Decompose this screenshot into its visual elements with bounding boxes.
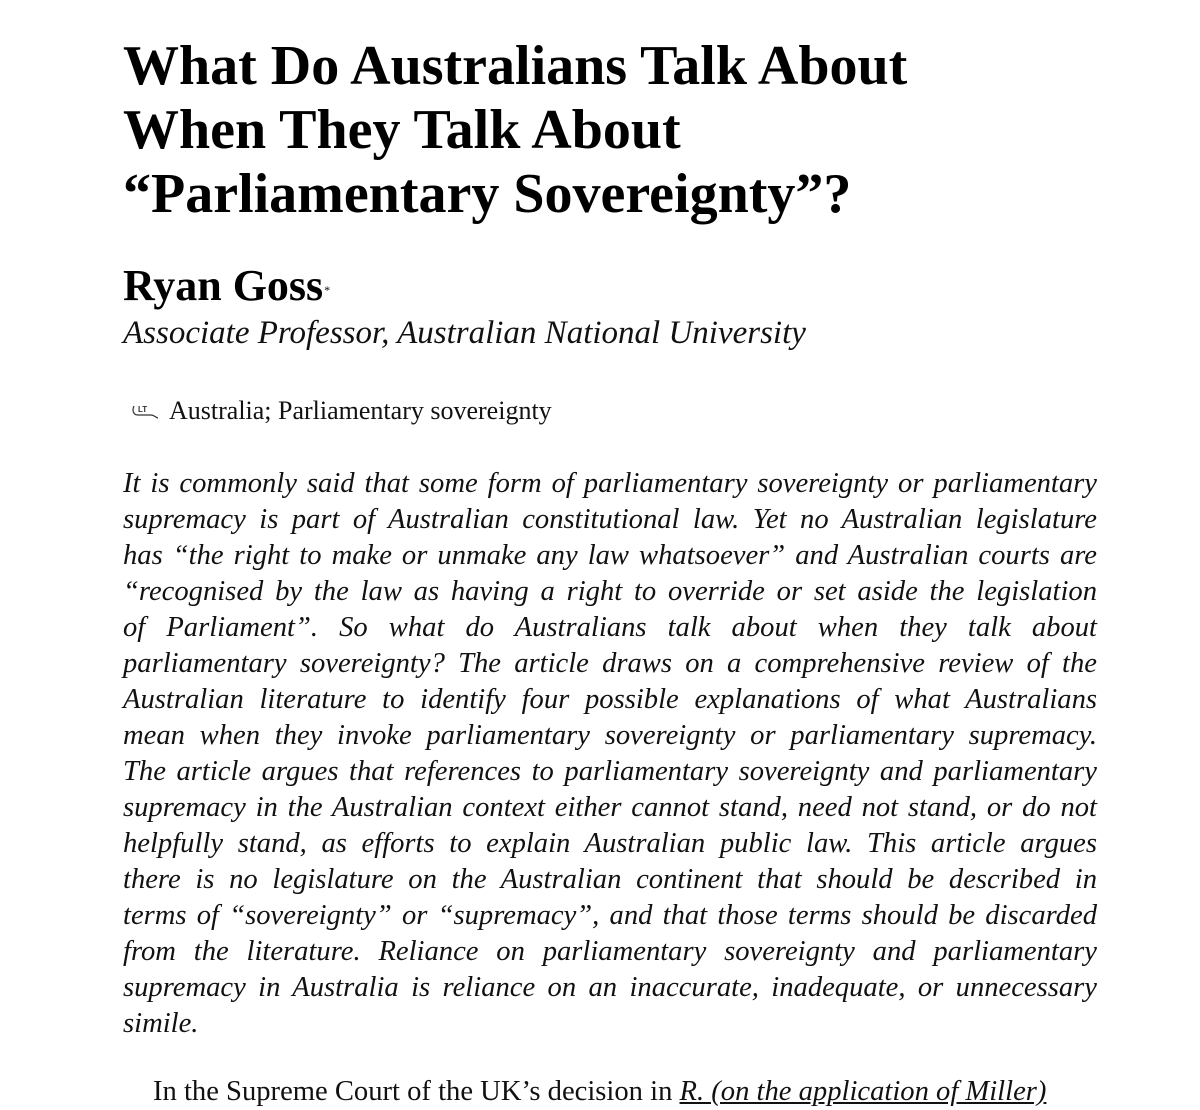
- abstract-line: of Parliament”. So what do Australians talk about when they talk about: [123, 612, 1097, 643]
- abstract-line: “recognised by the law as having a right to override or set aside the legislation: [123, 576, 1097, 607]
- article-title: [123, 34, 1097, 226]
- abstract-line: parliamentary sovereignty? The article draws on a comprehensive review of the: [123, 648, 1097, 679]
- lt-keyword-icon: [131, 402, 161, 420]
- abstract-line: The article argues that references to parliamentary sovereignty and parliamentary: [123, 756, 1097, 787]
- abstract-line: supremacy in the Australian context either cannot stand, need not stand, or do not: [123, 792, 1097, 823]
- abstract-line: supremacy in Australia is reliance on an inaccurate, inadequate, or unnecessary: [123, 972, 1097, 1003]
- body-first-paragraph: [153, 1074, 1046, 1110]
- abstract-line: supremacy is part of Australian constitutional law. Yet no Australian legislature: [123, 504, 1097, 535]
- body-text: In the Supreme Court of the UK’s decision in: [153, 1076, 680, 1107]
- abstract: [123, 466, 1097, 1042]
- abstract-line: mean when they invoke parliamentary sovereignty or parliamentary supremacy.: [123, 720, 1097, 751]
- case-citation-link[interactable]: R. (on the application of Miller): [679, 1076, 1047, 1107]
- author-affiliation: Associate Professor, Australian National University: [123, 315, 806, 351]
- abstract-line: terms of “sovereignty” or “supremacy”, and that those terms should be discarded: [123, 900, 1097, 931]
- abstract-line: from the literature. Reliance on parliamentary sovereignty and parliamentary: [123, 936, 1097, 967]
- abstract-line: has “the right to make or unmake any law whatsoever” and Australian courts are: [123, 540, 1097, 571]
- keywords-text: Australia; Parliamentary sovereignty: [169, 396, 552, 425]
- author-name-text: Ryan Goss: [123, 261, 324, 310]
- author-footnote-mark[interactable]: *: [324, 283, 331, 297]
- abstract-line: Australian literature to identify four possible explanations of what Australians: [123, 684, 1097, 715]
- abstract-line: helpfully stand, as efforts to explain Australian public law. This article argues: [123, 828, 1097, 859]
- title-line: When They Talk About: [123, 99, 681, 161]
- title-line: “Parliamentary Sovereignty”?: [123, 163, 852, 225]
- abstract-line: there is no legislature on the Australian continent that should be described in: [123, 864, 1097, 895]
- keywords-line: [131, 394, 552, 428]
- author-name: [123, 258, 330, 314]
- title-line: What Do Australians Talk About: [123, 35, 908, 97]
- abstract-line: simile.: [123, 1008, 199, 1039]
- abstract-line: It is commonly said that some form of parliamentary sovereignty or parliamentary: [123, 468, 1097, 499]
- svg-text:LT: LT: [138, 405, 148, 414]
